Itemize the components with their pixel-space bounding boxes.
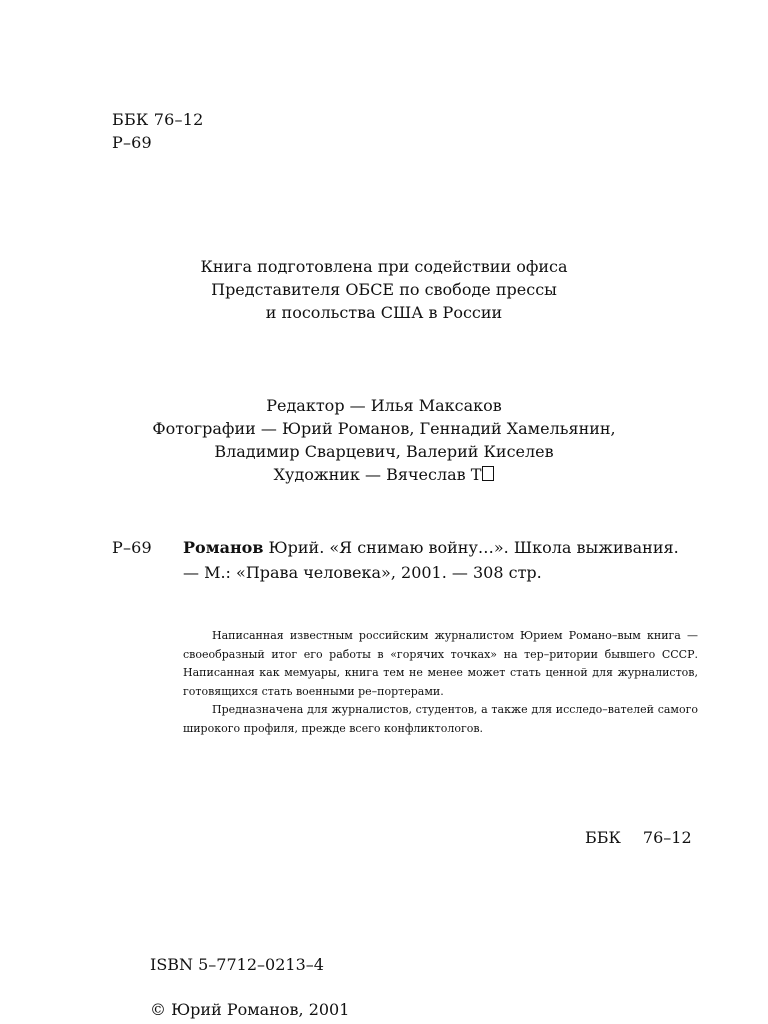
credit-artist-text: Художник — Вячеслав Т bbox=[273, 465, 482, 484]
support-note-line: Книга подготовлена при содействии офиса bbox=[200, 257, 568, 276]
missing-glyph-icon bbox=[482, 466, 494, 481]
isbn: ISBN 5–7712–0213–4 bbox=[150, 955, 324, 974]
support-note-line: и посольства США в России bbox=[265, 303, 503, 322]
bbk-label: ББК bbox=[585, 828, 621, 847]
credit-photos: Фотографии — Юрий Романов, Геннадий Хамельянин, bbox=[152, 419, 616, 438]
catalog-entry-line2: — М.: «Права человека», 2001. — 308 стр. bbox=[183, 563, 542, 582]
catalog-entry-line1 bbox=[183, 535, 703, 560]
bbk-bottom bbox=[585, 828, 692, 847]
credit-editor: Редактор — Илья Максаков bbox=[266, 396, 502, 415]
author-surname: Романов bbox=[183, 538, 264, 557]
credits bbox=[0, 394, 768, 486]
title-text: Юрий. «Я снимаю войну…». Школа выживания. bbox=[263, 538, 679, 557]
annotation bbox=[183, 627, 698, 738]
catalog-mark: Р–69 bbox=[112, 538, 152, 557]
bbk-code: ББК 76–12 bbox=[112, 110, 204, 129]
support-note-line: Представителя ОБСЕ по свободе прессы bbox=[211, 280, 557, 299]
author-mark: Р–69 bbox=[112, 133, 152, 152]
annotation-paragraph: Предназначена для журналистов, студентов, а также для исследо–вателей самого широкого профиля, прежде всего конфликтологов. bbox=[183, 703, 698, 735]
credit-artist bbox=[0, 463, 768, 486]
bbk-number: 76–12 bbox=[642, 828, 692, 847]
catalog-entry bbox=[183, 535, 703, 585]
annotation-paragraph: Написанная известным российским журналистом Юрием Романо–вым книга — своеобразный итог его работы в «горячих точках» на тер–ритории бывшего СССР. Написанная как мемуары, книга тем не менее может стать ценной для журналистов, готовящихся стать военными ре–портерами. bbox=[183, 629, 698, 698]
credit-photos-cont: Владимир Сварцевич, Валерий Киселев bbox=[214, 442, 554, 461]
support-note bbox=[0, 255, 768, 324]
copyright: © Юрий Романов, 2001 bbox=[150, 1000, 350, 1019]
